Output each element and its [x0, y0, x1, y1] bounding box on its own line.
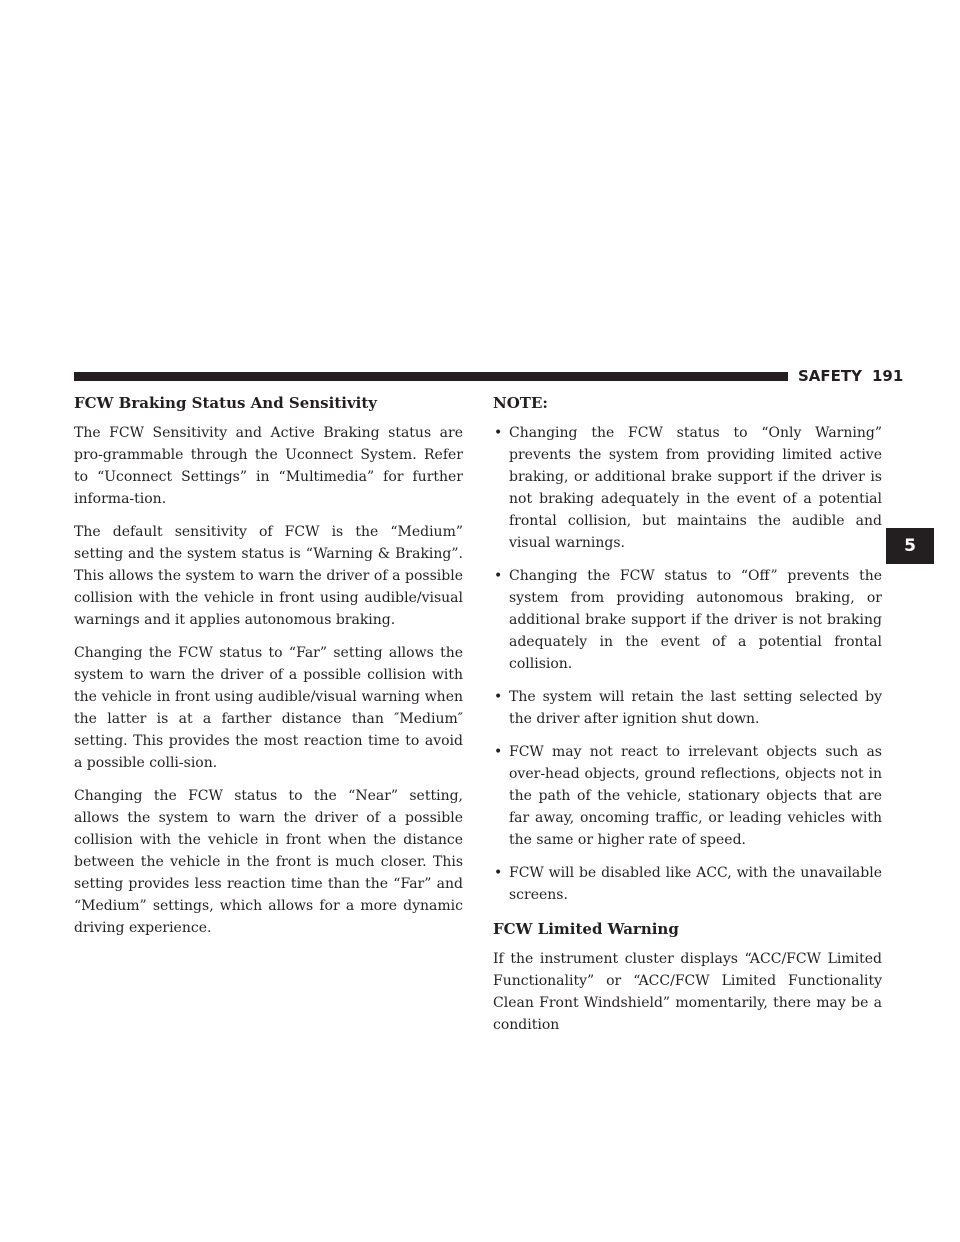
note-text: FCW may not react to irrelevant objects such as over-head objects, ground reflections, objects not in the path of the vehicle, stationary objects that are far away, oncoming traffic, or leading vehicles with the same or higher rate of speed.: [509, 744, 882, 848]
running-header: [798, 366, 903, 386]
note-list: [493, 422, 882, 906]
paragraph: Changing the FCW status to the “Near” setting, allows the system to warn the driver of a possible collision with the vehicle in front when the distance between the vehicle in the front is much closer. This setting provides less reaction time than the “Far” and “Medium” settings, which allows for a more dynamic driving experience.: [74, 788, 463, 936]
section-heading: FCW Braking Status And Sensitivity: [74, 394, 378, 412]
note-item: [493, 565, 882, 675]
note-text: FCW will be disabled like ACC, with the unavailable screens.: [509, 865, 882, 903]
page-number: 191: [872, 367, 904, 385]
paragraph: If the instrument cluster displays “ACC/FCW Limited Functionality” or “ACC/FCW Limited Functionality Clean Front Windshield” momentarily, there may be a condition: [493, 951, 882, 1033]
paragraph: Changing the FCW status to “Far” setting allows the system to warn the driver of a possible collision with the vehicle in front using audible/visual warning when the latter is at a farther distance than ″Medium″ setting. This provides the most reaction time to avoid a possible colli-sion.: [74, 645, 463, 771]
note-text: The system will retain the last setting selected by the driver after ignition shut down.: [509, 689, 882, 727]
note-title: NOTE:: [493, 394, 548, 412]
note-item: [493, 686, 882, 730]
chapter-tab: 5: [886, 528, 934, 564]
bullet-icon: •: [494, 568, 503, 584]
paragraph: The default sensitivity of FCW is the “Medium” setting and the system status is “Warning & Braking”. This allows the system to warn the driver of a possible collision with the vehicle in front using audible/visual warnings and it applies autonomous braking.: [74, 524, 463, 628]
bullet-icon: •: [494, 865, 503, 881]
note-item: [493, 422, 882, 554]
note-item: [493, 741, 882, 851]
header-section: SAFETY: [798, 367, 862, 385]
bullet-icon: •: [494, 425, 503, 441]
right-column: [493, 392, 882, 1047]
note-item: [493, 862, 882, 906]
section-heading: FCW Limited Warning: [493, 920, 679, 938]
note-text: Changing the FCW status to “Off” prevents the system from providing autonomous braking, or additional brake support if the driver is not braking adequately in the event of a potential frontal collision.: [509, 568, 882, 672]
paragraph: The FCW Sensitivity and Active Braking status are pro-grammable through the Uconnect System. Refer to “Uconnect Settings” in “Multimedia” for further informa-tion.: [74, 425, 463, 507]
note-text: Changing the FCW status to “Only Warning” prevents the system from providing limited active braking, or additional brake support if the driver is not braking adequately in the event of a potential frontal collision, but maintains the audible and visual warnings.: [509, 425, 882, 551]
header-rule: [74, 372, 788, 381]
bullet-icon: •: [494, 744, 503, 760]
left-column: [74, 392, 463, 950]
bullet-icon: •: [494, 689, 503, 705]
